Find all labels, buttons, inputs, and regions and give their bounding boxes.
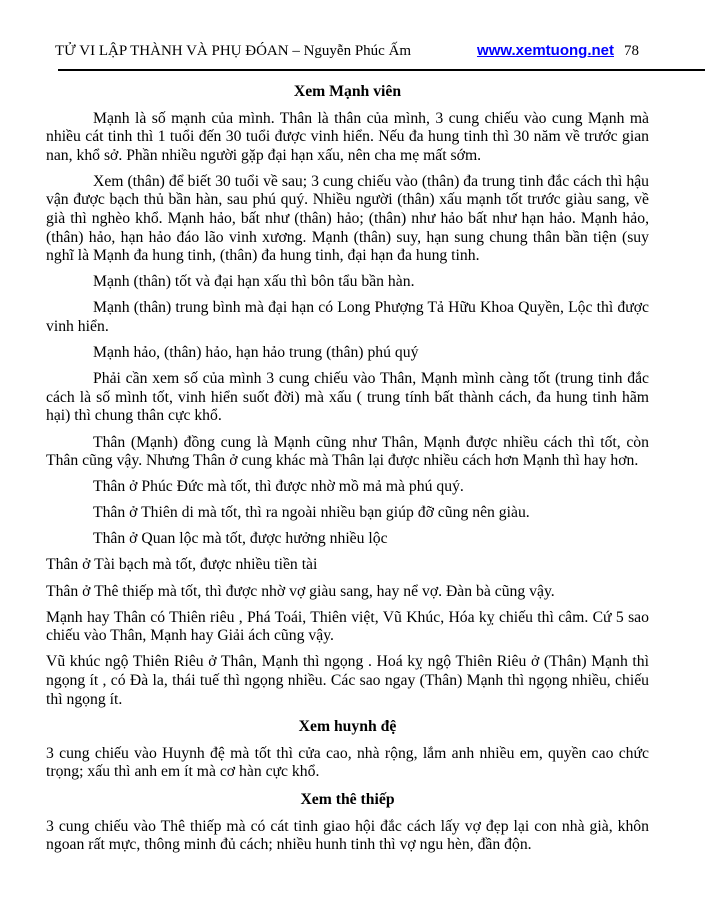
header-link[interactable]: www.xemtuong.net [477, 42, 614, 59]
section-heading-manh-vien: Xem Mạnh viên [293, 83, 402, 100]
page-header [0, 0, 705, 60]
section-heading-the-thiep: Xem thê thiếp [300, 790, 395, 808]
paragraph: Mạnh (thân) tốt và đại hạn xấu thì bôn tẩu bần hàn. [93, 273, 415, 291]
paragraph: Mạnh (thân) trung bình mà đại hạn có Long Phượng Tả Hữu Khoa Quyền, Lộc thì được vinh hiển. [46, 299, 649, 336]
header-divider [58, 69, 705, 71]
paragraph: 3 cung chiếu vào Huynh đệ mà tốt thì cửa cao, nhà rộng, lắm anh nhiều em, quyền cao chức trọng; xấu thì anh em ít mà cơ hàn cực khổ. [46, 744, 649, 781]
paragraph: Mạnh hay Thân có Thiên riêu , Phá Toái, Thiên việt, Vũ Khúc, Hóa kỵ chiếu thì câm. Cứ 5 sao chiếu vào Thân, Mạnh hay Giải ách cũng vậy. [46, 608, 649, 645]
document-title: TỬ VI LẬP THÀNH VÀ PHỤ ĐÓAN – Nguyễn Phúc Ấm [55, 43, 412, 59]
paragraph: Thân (Mạnh) đồng cung là Mạnh cũng như Thân, Mạnh được nhiều cách thì tốt, còn Thân cũng vậy. Nhưng Thân ở cung khác mà Thân lại được nhiều cách hơn Mạnh thì hay hơn. [46, 433, 649, 470]
paragraph: Thân ở Quan lộc mà tốt, được hưởng nhiều lộc [93, 530, 388, 548]
document-body [46, 83, 649, 855]
paragraph: Thân ở Phúc Đức mà tốt, thì được nhờ mồ mả mà phú quý. [93, 478, 464, 496]
paragraph: Mạnh là số mạnh của mình. Thân là thân của mình, 3 cung chiếu vào cung Mạnh mà nhiều cát tinh thì 1 tuổi đến 30 tuổi được vinh hiển. Nếu đa hung tinh thì 30 năm về trước gian nan, khổ sở. Phần nhiều người gặp đại hạn xấu, nên cha mẹ mất sớm. [46, 109, 649, 164]
paragraph: Thân ở Tài bạch mà tốt, được nhiều tiền tài [46, 556, 318, 574]
paragraph: Vũ khúc ngộ Thiên Riêu ở Thân, Mạnh thì ngọng . Hoá kỵ ngộ Thiên Riêu ở (Thân) Mạnh thì ngọng ít , có Đà la, thái tuế thì ngọng nhiều. Các sao ngay (Thân) Mạnh thì ngọng nhiều, chiếu thì ngọng ít. [46, 653, 649, 708]
paragraph: Thân ở Thê thiếp mà tốt, thì được nhờ vợ giàu sang, hay nể vợ. Đàn bà cũng vậy. [46, 582, 555, 600]
paragraph: Mạnh hảo, (thân) hảo, hạn hảo trung (thân) phú quý [93, 344, 419, 362]
paragraph: Xem (thân) để biết 30 tuổi về sau; 3 cung chiếu vào (thân) đa trung tinh đắc cách thì hậu vận được bạch thủ bần hàn, sau phú quý. Nhiều người (thân) xấu mạnh tốt trước giàu sang, về già thì nghèo khổ. Mạnh hảo, bất như (thân) hảo; (thân) như hảo bất như hạn hảo. Mạnh hảo, (thân) hảo, hạn hảo đáo lão vinh xương. Mạnh (thân) suy, hạn sung chung thân bần tiện (suy nghĩ là Mạnh đa hung tinh, (thân) đa hung tinh, đại hạn đa hung tinh. [46, 172, 649, 265]
paragraph: Phải cần xem số của mình 3 cung chiếu vào Thân, Mạnh mình càng tốt (trung tinh đắc cách là số mình tốt, vinh hiển suốt đời) mà xấu ( trung tính bất thành cách, đa hung tinh hãm hại) thì chung thân cực khổ. [46, 370, 649, 425]
paragraph: 3 cung chiếu vào Thê thiếp mà có cát tinh giao hội đắc cách lấy vợ đẹp lại con nhà già, khôn ngoan rất mực, thông minh đủ cách; nhiều hunh tinh thì vợ ngu hèn, đần độn. [46, 817, 649, 854]
page-number: 78 [624, 43, 639, 59]
section-heading-huynh-de: Xem huynh đệ [298, 718, 397, 736]
paragraph: Thân ở Thiên di mà tốt, thì ra ngoài nhiều bạn giúp đỡ cũng nên giàu. [93, 504, 530, 522]
